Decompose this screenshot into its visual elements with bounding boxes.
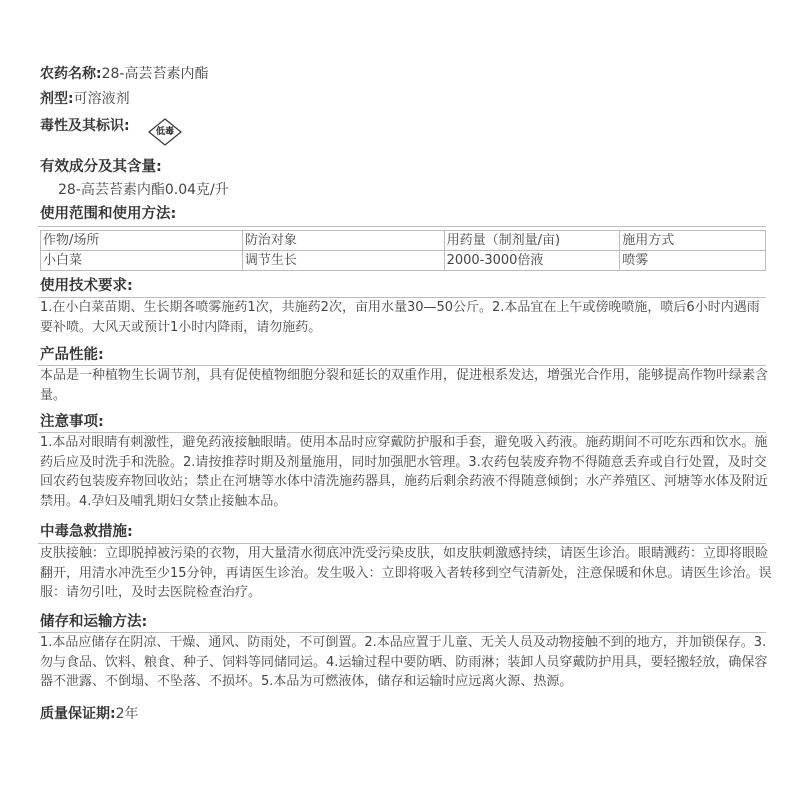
warranty-row [40, 704, 139, 724]
header-crop: 作物/场所 [41, 231, 243, 251]
header-dosage: 用药量（制剂量/亩) [444, 231, 620, 251]
header-target: 防治对象 [242, 231, 444, 251]
ingredient-title: 有效成分及其含量: [40, 159, 162, 175]
notes-text: 1.本品对眼睛有刺激性，避免药液接触眼睛。使用本品时应穿戴防护服和手套，避免吸入药液。施药期间不可吃东西和饮水。施药后应及时洗手和洗脸。2.请按推荐时期及剂量施用，同时加强肥水管理。3.农药包装废弃物不得随意丢弃或自行处置，及时交回农药包装废弃物回收站；禁止在河塘等水体中清洗施药器具，施药后剩余药液不得随意倾倒；水产养殖区、河塘等水体及附近禁用。4.孕妇及哺乳期妇女禁止接触本品。 [40, 435, 769, 509]
toxicity-row [40, 116, 130, 136]
first-aid-text: 皮肤接触：立即脱掉被污染的衣物，用大量清水彻底冲洗受污染皮肤，如皮肤刺激感持续，请医生诊治。眼睛溅药：立即将眼睑翻开，用清水冲洗至少15分钟，再请医生诊治。发生吸入：立即将吸入者转移到空气清新处，注意保暖和休息。请医生诊治。误服：请勿引吐，及时去医院检查治疗。 [40, 546, 772, 600]
usage-table [40, 230, 766, 271]
formulation-label: 剂型: [40, 91, 74, 107]
performance-title: 产品性能: [40, 347, 104, 363]
tech-text: 1.在小白菜苗期、生长期各喷雾施药1次，共施药2次，亩用水量30—50公斤。2.本品宜在上午或傍晚喷施，喷后6小时内遇雨要补喷。大风天或预计1小时内降雨，请勿施药。 [40, 300, 760, 335]
cell-target: 调节生长 [242, 251, 444, 271]
toxicity-label: 毒性及其标识: [40, 118, 130, 134]
cell-crop: 小白菜 [41, 251, 243, 271]
first-aid-title: 中毒急救措施: [40, 524, 133, 540]
cell-dosage: 2000-3000倍液 [444, 251, 620, 271]
table-row [41, 251, 766, 271]
notes-title: 注意事项: [40, 414, 104, 430]
low-toxicity-badge [148, 118, 182, 146]
usage-table-header [41, 231, 766, 251]
storage-text: 1.本品应储存在阴凉、干燥、通风、防雨处，不可倒置。2.本品应置于儿童、无关人员及动物接触不到的地方，并加锁保存。3.勿与食品、饮料、粮食、种子、饲料等同储同运。4.运输过程中要防晒、防雨淋；装卸人员穿戴防护用具，要轻搬轻放，确保容器不泄露、不倒塌、不坠落、不损坏。5.本品为可燃液体，储存和运输时应远离火源、热源。 [40, 635, 768, 689]
cell-method: 喷雾 [620, 251, 766, 271]
usage-divider [38, 226, 766, 227]
tech-title: 使用技术要求: [40, 278, 133, 294]
header-method: 施用方式 [620, 231, 766, 251]
pesticide-name-value: 28-高芸苔素内酯 [101, 66, 209, 82]
pesticide-name-label: 农药名称: [40, 66, 102, 82]
pesticide-name-row [40, 64, 208, 84]
formulation-value: 可溶液剂 [73, 91, 130, 107]
formulation-row [40, 89, 130, 109]
usage-title: 使用范围和使用方法: [40, 206, 177, 222]
warranty-value: 2年 [115, 706, 139, 722]
toxicity-badge-text: 低毒 [155, 127, 174, 137]
storage-title: 储存和运输方法: [40, 614, 148, 630]
performance-text: 本品是一种植物生长调节剂，具有促使植物细胞分裂和延长的双重作用，促进根系发达，增强光合作用，能够提高作物叶绿素含量。 [40, 368, 769, 403]
ingredient-value: 28-高芸苔素内酯0.04克/升 [58, 182, 229, 198]
warranty-label: 质量保证期: [40, 706, 116, 722]
